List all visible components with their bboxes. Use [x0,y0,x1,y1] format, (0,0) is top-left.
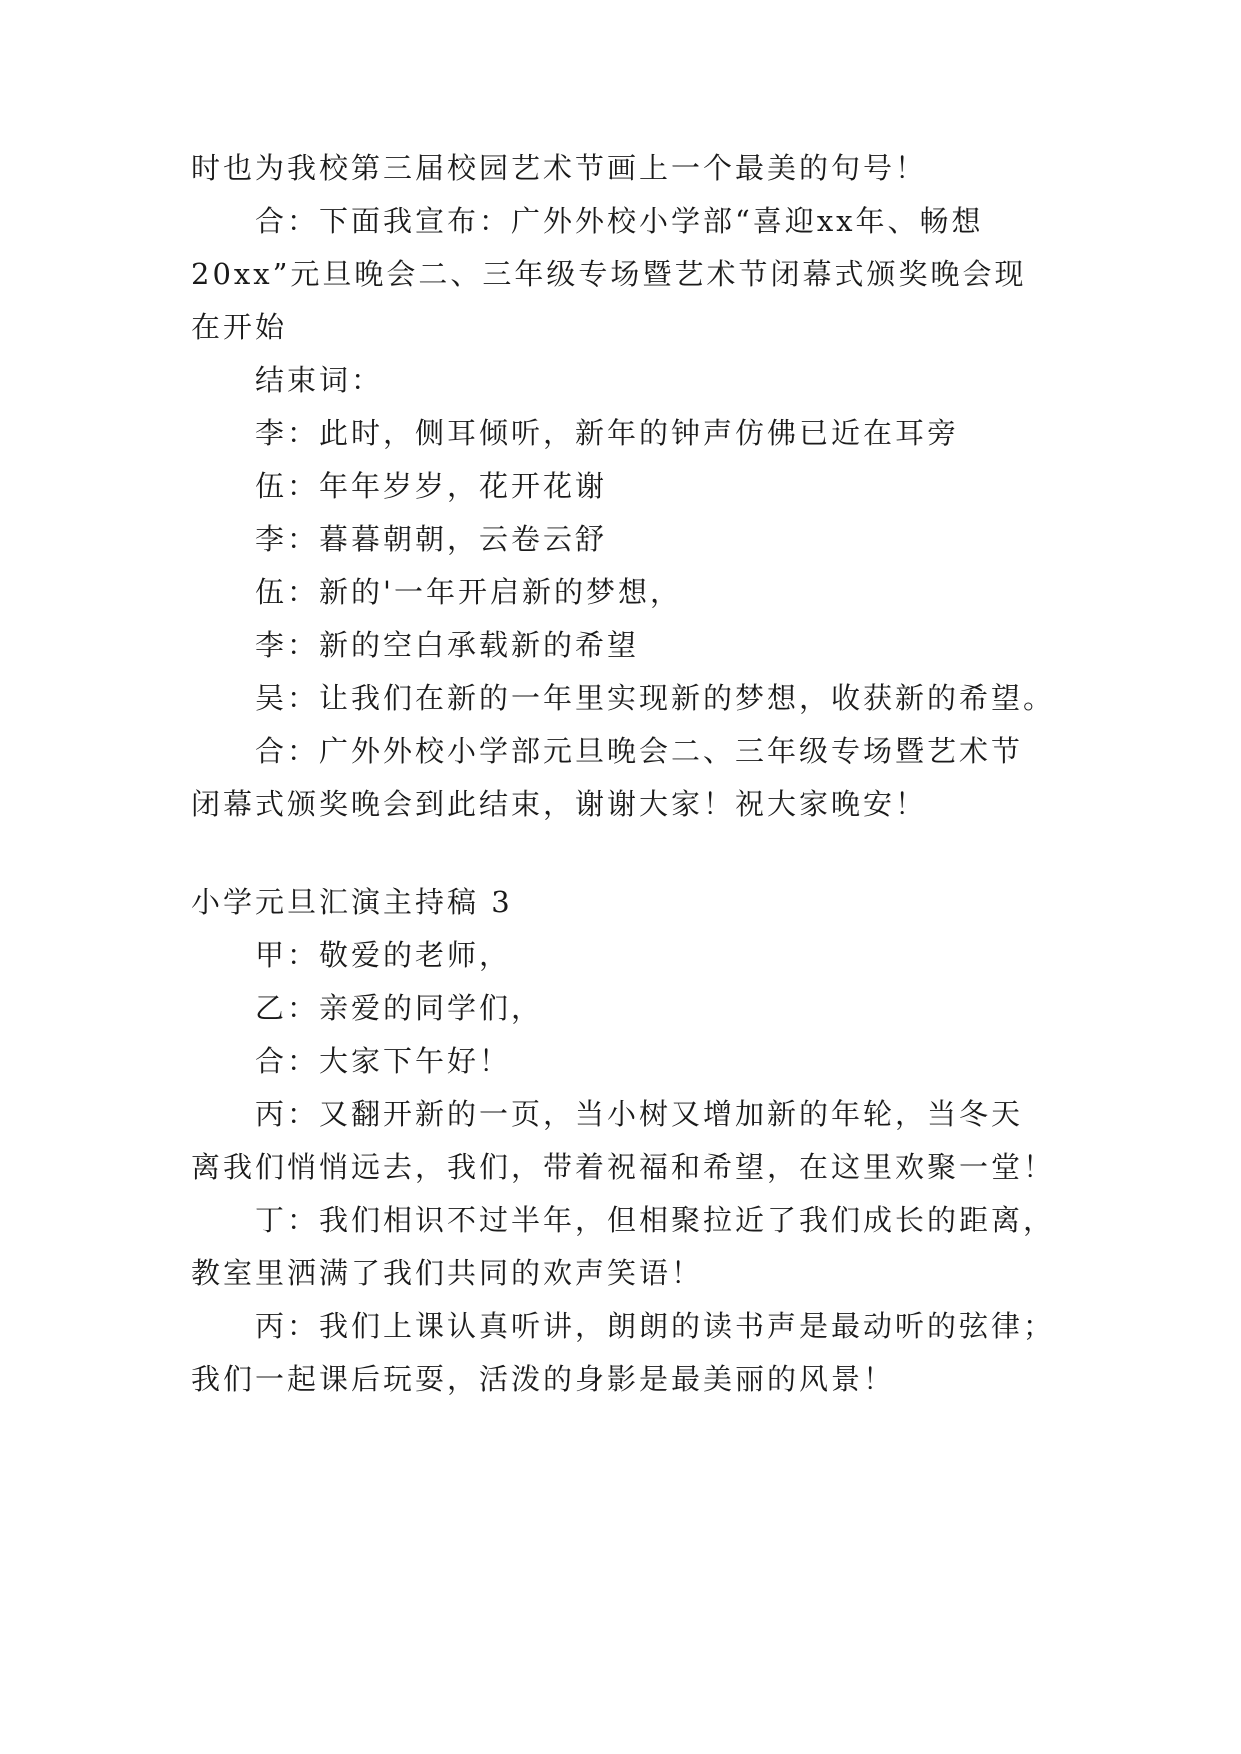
paragraph-line: 伍：新的'一年开启新的梦想， [255,575,682,609]
paragraph-line: 在开始 [191,310,288,344]
paragraph-line: 吴：让我们在新的一年里实现新的梦想，收获新的希望。 [255,681,1056,715]
paragraph-line: 丁：我们相识不过半年，但相聚拉近了我们成长的距离， [255,1203,1056,1237]
paragraph-line: 闭幕式颁奖晚会到此结束，谢谢大家！祝大家晚安！ [191,787,928,821]
paragraph-line: 李：此时，侧耳倾听，新年的钟声仿佛已近在耳旁 [255,416,960,450]
section-label: 结束词： [255,363,384,397]
paragraph-line: 合：下面我宣布：广外外校小学部“喜迎xx年、畅想 [255,204,984,238]
paragraph-line: 李：新的空白承载新的希望 [255,628,640,662]
paragraph-line: 离我们悄悄远去，我们，带着祝福和希望，在这里欢聚一堂！ [191,1150,1056,1184]
paragraph-line: 甲：敬爱的老师， [255,938,512,972]
paragraph-line: 李：暮暮朝朝，云卷云舒 [255,522,608,556]
paragraph-line: 合：大家下午好！ [255,1044,512,1078]
paragraph-line: 伍：年年岁岁，花开花谢 [255,469,608,503]
paragraph-line: 20xx”元旦晚会二、三年级专场暨艺术节闭幕式颁奖晚会现 [191,257,1027,291]
paragraph-line: 丙：又翻开新的一页，当小树又增加新的年轮，当冬天 [255,1097,1024,1131]
paragraph-line: 丙：我们上课认真听讲，朗朗的读书声是最动听的弦律； [255,1309,1056,1343]
paragraph-line: 时也为我校第三届校园艺术节画上一个最美的句号！ [191,151,928,185]
paragraph-line: 合：广外外校小学部元旦晚会二、三年级专场暨艺术节 [255,734,1024,768]
paragraph-line: 乙：亲爱的同学们， [255,991,544,1025]
paragraph-line: 教室里洒满了我们共同的欢声笑语！ [191,1256,704,1290]
paragraph-line: 我们一起课后玩耍，活泼的身影是最美丽的风景！ [191,1362,896,1396]
document-page [191,0,1061,1754]
section-title: 小学元旦汇演主持稿 3 [191,885,513,919]
